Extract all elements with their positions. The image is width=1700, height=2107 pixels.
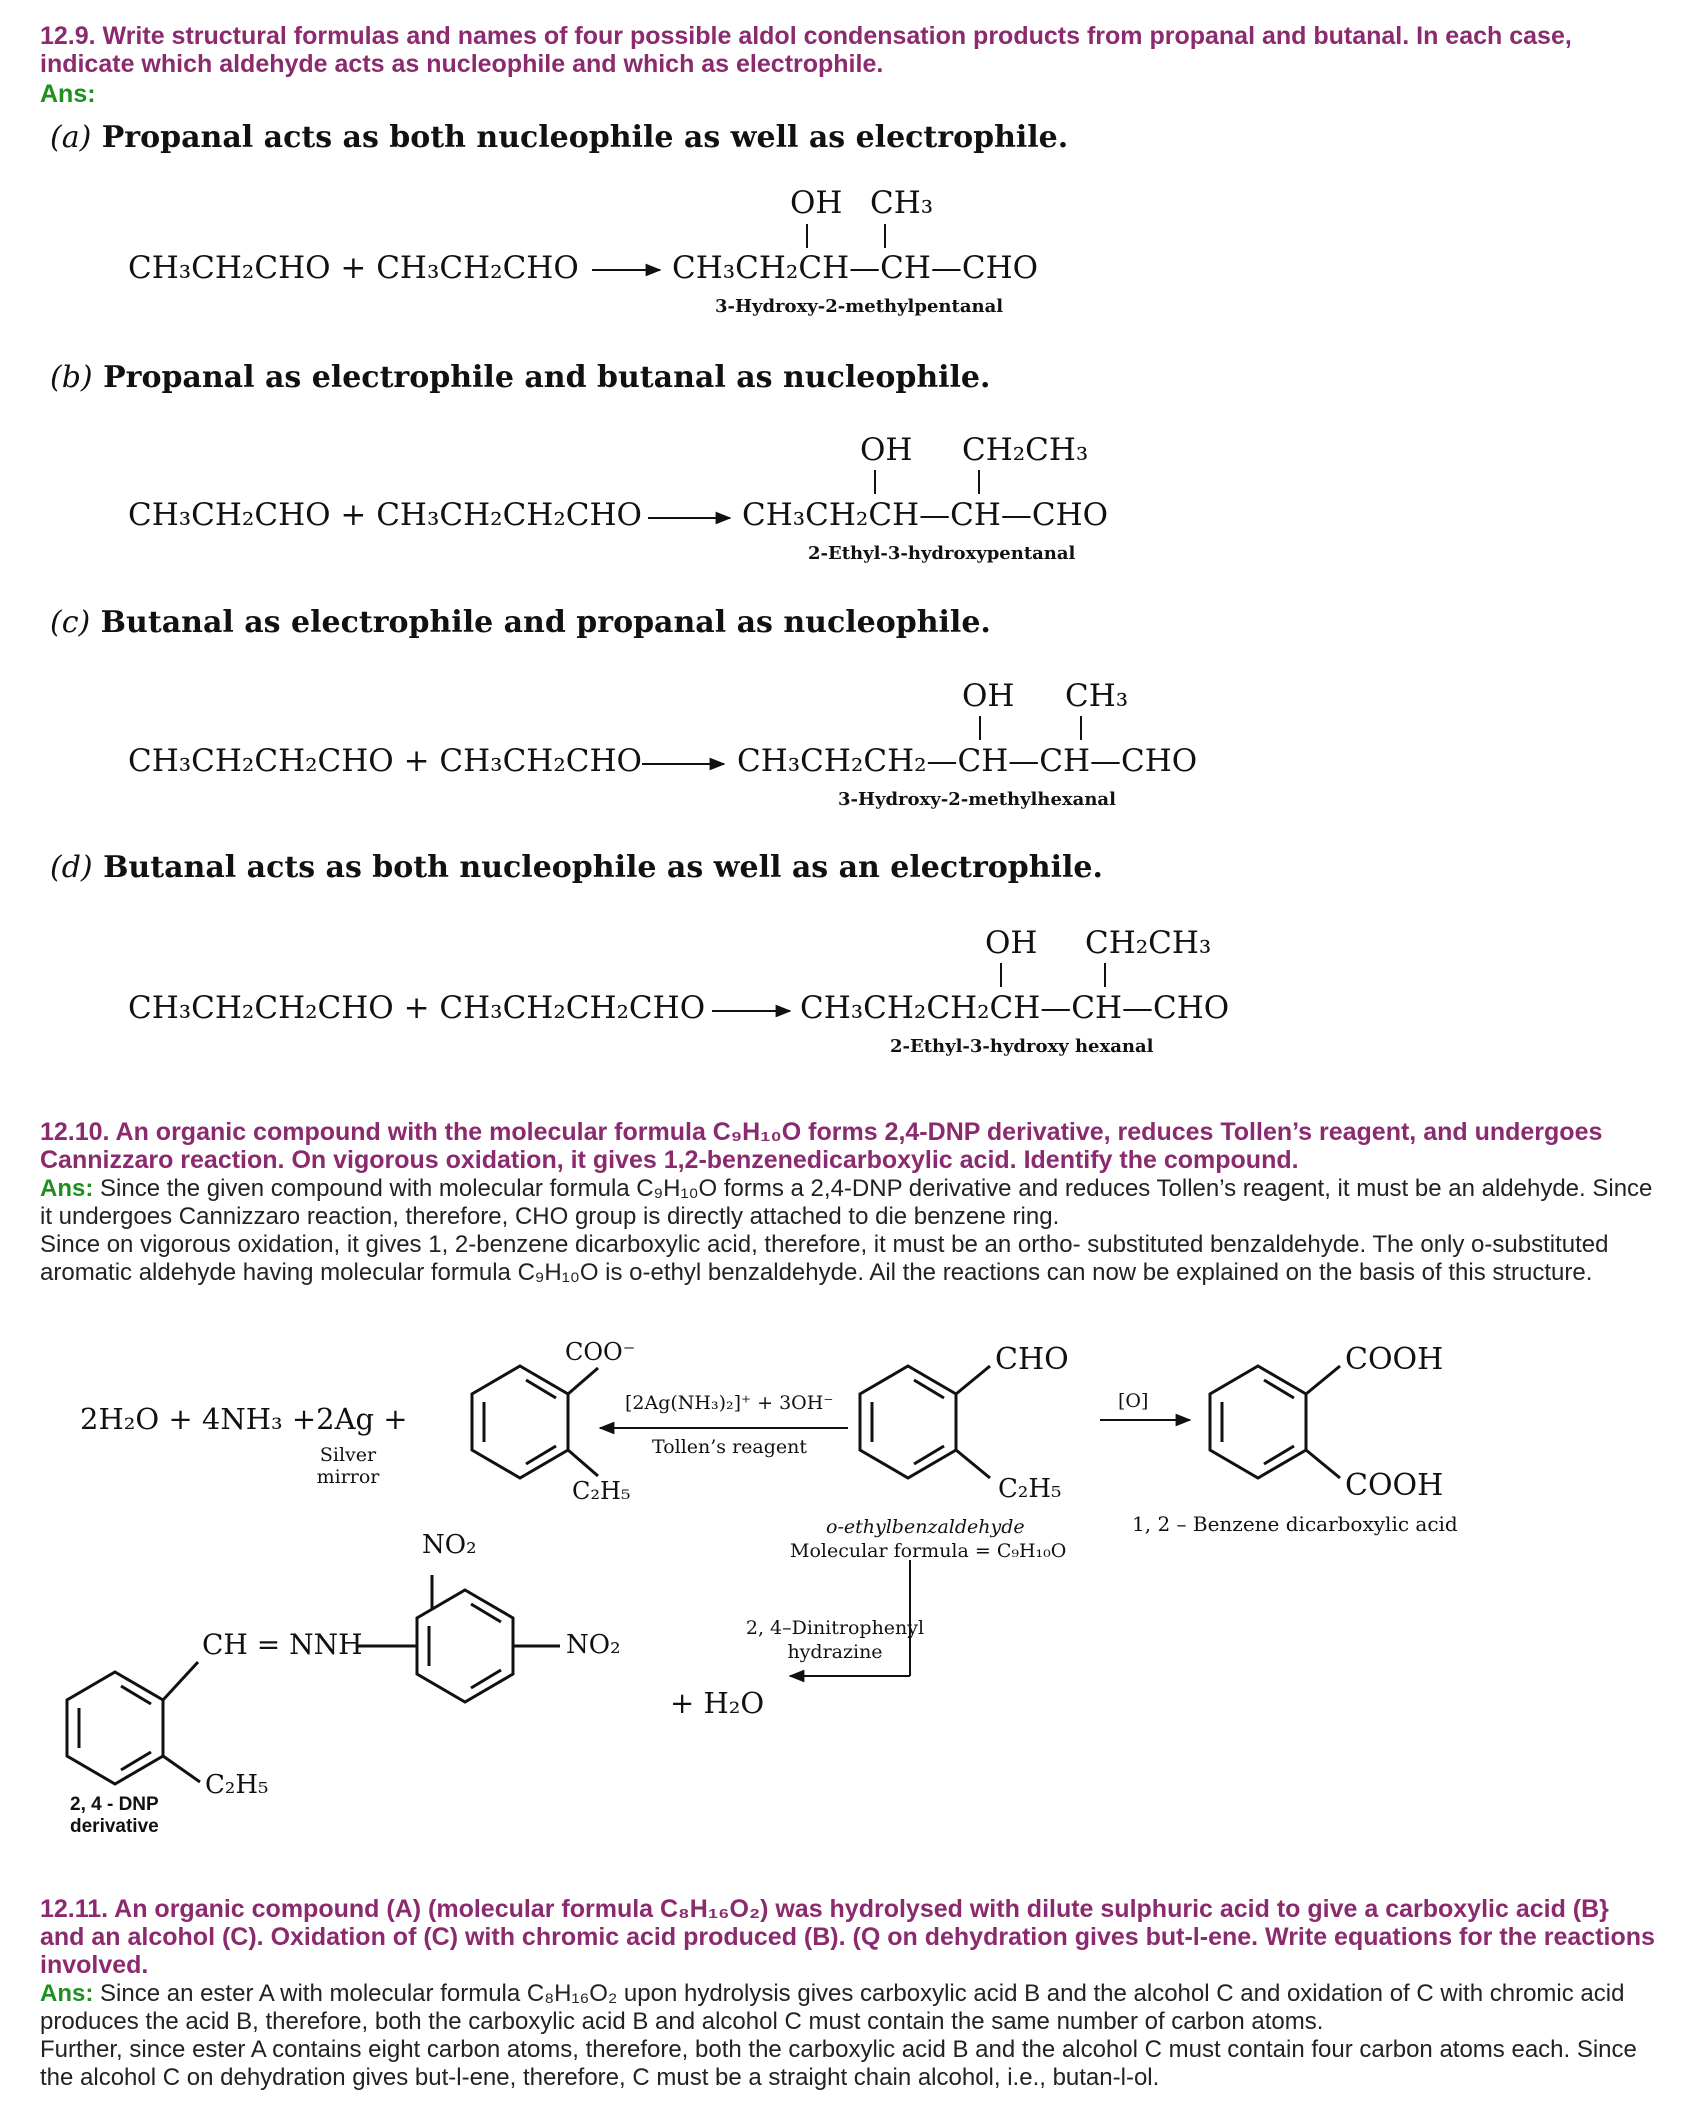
c-product-name: 3-Hydroxy-2-methylhexanal xyxy=(838,789,1116,810)
aldehyde-ring xyxy=(860,1366,990,1478)
answer-12-11-p2: Further, since ester A contains eight carbon atoms, therefore, both the carboxylic acid B and the alcohol C must contain four carbon atoms each. Since the alcohol C on dehydration gives but-l-ene, therefore, C must be a straight chain alcohol, i.e., butan-l-ol. xyxy=(40,2036,1637,2091)
d-product: CH₃CH₂CH₂CH—CH—CHO xyxy=(800,990,1230,1026)
a-reactants: CH₃CH₂CHO + CH₃CH₂CHO xyxy=(128,250,579,286)
question-12-11: 12.11. An organic compound (A) (molecular formula C₈H₁₆O₂) was hydrolysed with dilute sulphuric acid to give a carboxylic acid (B} and an alcohol (C). Oxidation of (C) with chromic acid produced (B). (Q on dehydration gives but-l-ene. Write equations for the reactions involved. xyxy=(40,1895,1655,1979)
question-12-9: 12.9. Write structural formulas and names of four possible aldol condensation products from propanal and butanal. In each case, indicate which aldehyde acts as nucleophile and which as electrophile. xyxy=(40,22,1572,78)
a-product: CH₃CH₂CH—CH—CHO xyxy=(672,250,1039,286)
answer-12-10-text-1: Since the given compound with molecular formula C₉H₁₀O forms a 2,4-DNP derivative and reduces Tollen’s reagent, it must be an aldehyde. Since it undergoes Cannizzaro reaction, therefore, CHO group is directly attached to die benzene ring. xyxy=(40,1175,1653,1230)
nitro-group-right: NO₂ xyxy=(566,1630,621,1660)
d-reactants: CH₃CH₂CH₂CHO + CH₃CH₂CH₂CHO xyxy=(128,990,706,1026)
carboxylate-group: COO⁻ xyxy=(565,1338,636,1366)
b-reactants: CH₃CH₂CHO + CH₃CH₂CH₂CHO xyxy=(128,497,642,533)
dnp-derivative-label: 2, 4 - DNP derivative xyxy=(70,1794,159,1837)
silver-mirror-label: Silver mirror xyxy=(316,1444,380,1488)
b-product: CH₃CH₂CH—CH—CHO xyxy=(742,497,1109,533)
ethyl-group-b: C₂H₅ xyxy=(998,1474,1062,1504)
b-product-name: 2-Ethyl-3-hydroxypentanal xyxy=(808,543,1076,564)
part-a-text: Propanal acts as both nucleophile as well as electrophile. xyxy=(101,120,1069,155)
ethyl-group-c: C₂H₅ xyxy=(205,1770,269,1800)
nitro-group-top: NO₂ xyxy=(422,1530,477,1560)
c-reactants: CH₃CH₂CH₂CHO + CH₃CH₂CHO xyxy=(128,743,642,779)
part-b-text: Propanal as electrophile and butanal as nucleophile. xyxy=(103,360,991,395)
part-d-tag: (d) xyxy=(50,850,93,885)
molecular-formula-label: Molecular formula = C₉H₁₀O xyxy=(790,1540,1067,1562)
b-oh: OH xyxy=(860,432,913,468)
part-a-tag: (a) xyxy=(50,120,92,155)
question-12-10: 12.10. An organic compound with the molecular formula C₉H₁₀O forms 2,4-DNP derivative, reduces Tollen’s reagent, and undergoes Cannizzaro reaction. On vigorous oxidation, it gives 1,2-benzenedicarboxylic acid. Identify the compound. xyxy=(40,1118,1603,1174)
cooh-top: COOH xyxy=(1345,1342,1444,1377)
silver-products: 2H₂O + 4NH₃ +2Ag + xyxy=(80,1402,408,1436)
d-ch2ch3: CH₂CH₃ xyxy=(1085,925,1212,961)
hydrazone-ring xyxy=(67,1662,200,1784)
part-b-tag: (b) xyxy=(50,360,93,395)
answer-label: Ans: xyxy=(40,1175,94,1202)
part-d-text: Butanal acts as both nucleophile as well as an electrophile. xyxy=(103,850,1103,885)
d-product-name: 2-Ethyl-3-hydroxy hexanal xyxy=(890,1036,1154,1057)
c-product: CH₃CH₂CH₂—CH—CH—CHO xyxy=(737,743,1198,779)
aldehyde-group: CHO xyxy=(995,1342,1069,1377)
oxidant-label: [O] xyxy=(1118,1390,1149,1412)
tollens-reagent-formula: [2Ag(NH₃)₂]⁺ + 3OH⁻ xyxy=(625,1392,834,1414)
dnp-reagent-label: 2, 4–Dinitrophenyl hydrazine xyxy=(745,1617,925,1663)
o-ethylbenzaldehyde-name: o-ethylbenzaldehyde xyxy=(826,1516,1025,1538)
answer-label: Ans: xyxy=(40,80,96,108)
benzoate-ring xyxy=(472,1366,598,1478)
a-oh: OH xyxy=(790,185,843,221)
a-ch3: CH₃ xyxy=(870,185,934,221)
answer-label: Ans: xyxy=(40,1980,94,2007)
c-ch3: CH₃ xyxy=(1065,678,1129,714)
tollens-reagent-label: Tollen’s reagent xyxy=(652,1436,808,1458)
water-byproduct: + H₂O xyxy=(670,1686,765,1720)
d-oh: OH xyxy=(985,925,1038,961)
cooh-bottom: COOH xyxy=(1345,1468,1444,1503)
b-ch2ch3: CH₂CH₃ xyxy=(962,432,1089,468)
answer-12-11-p1 xyxy=(40,1980,1670,2036)
dinitrophenyl-ring xyxy=(358,1575,560,1702)
phthalic-acid-name: 1, 2 – Benzene dicarboxylic acid xyxy=(1132,1512,1458,1536)
answer-12-10-p2: Since on vigorous oxidation, it gives 1, 2-benzene dicarboxylic acid, therefore, it must be an ortho- substituted benzaldehyde. The only o-substituted aromatic aldehyde having molecular formula C₉H₁₀O is o-ethyl benzaldehyde. Ail the reactions can now be explained on the basis of this structure. xyxy=(40,1231,1609,1286)
a-product-name: 3-Hydroxy-2-methylpentanal xyxy=(715,296,1004,317)
c-oh: OH xyxy=(962,678,1015,714)
phthalic-acid-ring xyxy=(1210,1366,1340,1478)
part-c-text: Butanal as electrophile and propanal as nucleophile. xyxy=(100,605,991,640)
part-c-tag: (c) xyxy=(50,605,91,640)
hydrazone-link: CH = NNH xyxy=(202,1628,363,1661)
ethyl-group-a: C₂H₅ xyxy=(572,1477,631,1505)
answer-12-11-text-1: Since an ester A with molecular formula C₈H₁₆O₂ upon hydrolysis gives carboxylic acid B and the alcohol C and oxidation of C with chromic acid produces the acid B, therefore, both the carboxylic acid B and alcohol C must contain the same number of carbon atoms. xyxy=(40,1980,1625,2035)
